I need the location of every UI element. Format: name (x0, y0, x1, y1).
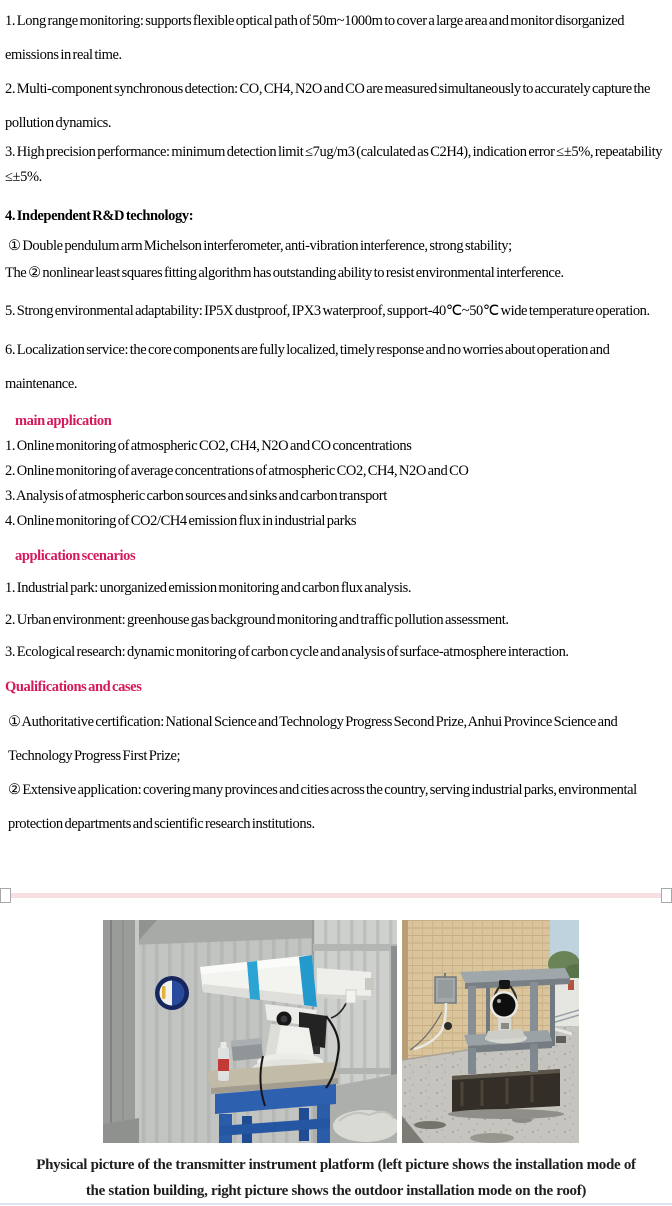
station-building-photo (103, 920, 397, 1143)
feature-paragraph-2: 2. Multi-component synchronous detection: CO, CH4, N2O and CO are measured simultaneously to accurately capture the pollution dynamics. (5, 81, 651, 131)
rd-item-1: ① Double pendulum arm Michelson interferometer, anti-vibration interference, strong stability; (8, 238, 512, 254)
qualifications-item-1: ① Authoritative certification: National Science and Technology Progress Second Prize, Anhui Province Science and Technology Progress First Prize; (8, 714, 618, 764)
application-scenarios-heading: application scenarios (15, 548, 136, 564)
page-break-handle-right-icon (661, 888, 672, 903)
feature-paragraph-5: 5. Strong environmental adaptability: IP5X dustproof, IPX3 waterproof, support-40℃~50℃ wide temperature operation. (5, 303, 650, 319)
electrical-box (435, 973, 456, 1003)
porthole-window (155, 976, 189, 1010)
page-break-marker (0, 893, 672, 898)
figure-row (103, 920, 672, 1143)
main-application-heading: main application (15, 413, 112, 429)
main-application-item-1: 1. Online monitoring of atmospheric CO2, CH4, N2O and CO concentrations (5, 438, 412, 454)
feature-paragraph-1: 1. Long range monitoring: supports flexible optical path of 50m~1000m to cover a large area and monitor disorganized emissions in real time. (5, 13, 625, 63)
bottom-divider (0, 1203, 672, 1205)
feature-paragraph-6: 6. Localization service: the core components are fully localized, timely response and no worries about operation and maintenance. (5, 342, 610, 392)
main-application-item-4: 4. Online monitoring of CO2/CH4 emission flux in industrial parks (5, 513, 357, 529)
figure-caption: Physical picture of the transmitter instrument platform (left picture shows the installation mode of the station building, right picture shows the outdoor installation mode on the roof) (36, 1157, 636, 1199)
qualifications-heading: Qualifications and cases (5, 679, 142, 695)
rd-item-2: The ② nonlinear least squares fitting algorithm has outstanding ability to resist environmental interference. (5, 265, 564, 281)
application-scenarios-item-2: 2. Urban environment: greenhouse gas background monitoring and traffic pollution assessment. (5, 612, 509, 628)
door-panel (103, 920, 139, 1143)
main-application-item-2: 2. Online monitoring of average concentrations of atmospheric CO2, CH4, N2O and CO (5, 463, 469, 479)
page-break-handle-left-icon (0, 888, 11, 903)
application-scenarios-item-3: 3. Ecological research: dynamic monitoring of carbon cycle and analysis of surface-atmosphere interaction. (5, 644, 569, 660)
feature-paragraph-3: 3. High precision performance: minimum detection limit ≤7ug/m3 (calculated as C2H4), indication error ≤±5%, repeatability ≤±5%. (5, 144, 663, 185)
concrete-base-block (448, 1069, 564, 1119)
main-application-item-3: 3. Analysis of atmospheric carbon sources and sinks and carbon transport (5, 488, 387, 504)
control-box (231, 1038, 263, 1061)
application-scenarios-item-1: 1. Industrial park: unorganized emission monitoring and carbon flux analysis. (5, 580, 412, 596)
roof-installation-photo (402, 920, 579, 1143)
rd-technology-heading: 4. Independent R&D technology: (5, 208, 194, 224)
water-bottle (218, 1042, 229, 1081)
qualifications-item-2: ② Extensive application: covering many provinces and cities across the country, serving industrial parks, environmental protection departments and scientific research institutions. (8, 782, 637, 832)
